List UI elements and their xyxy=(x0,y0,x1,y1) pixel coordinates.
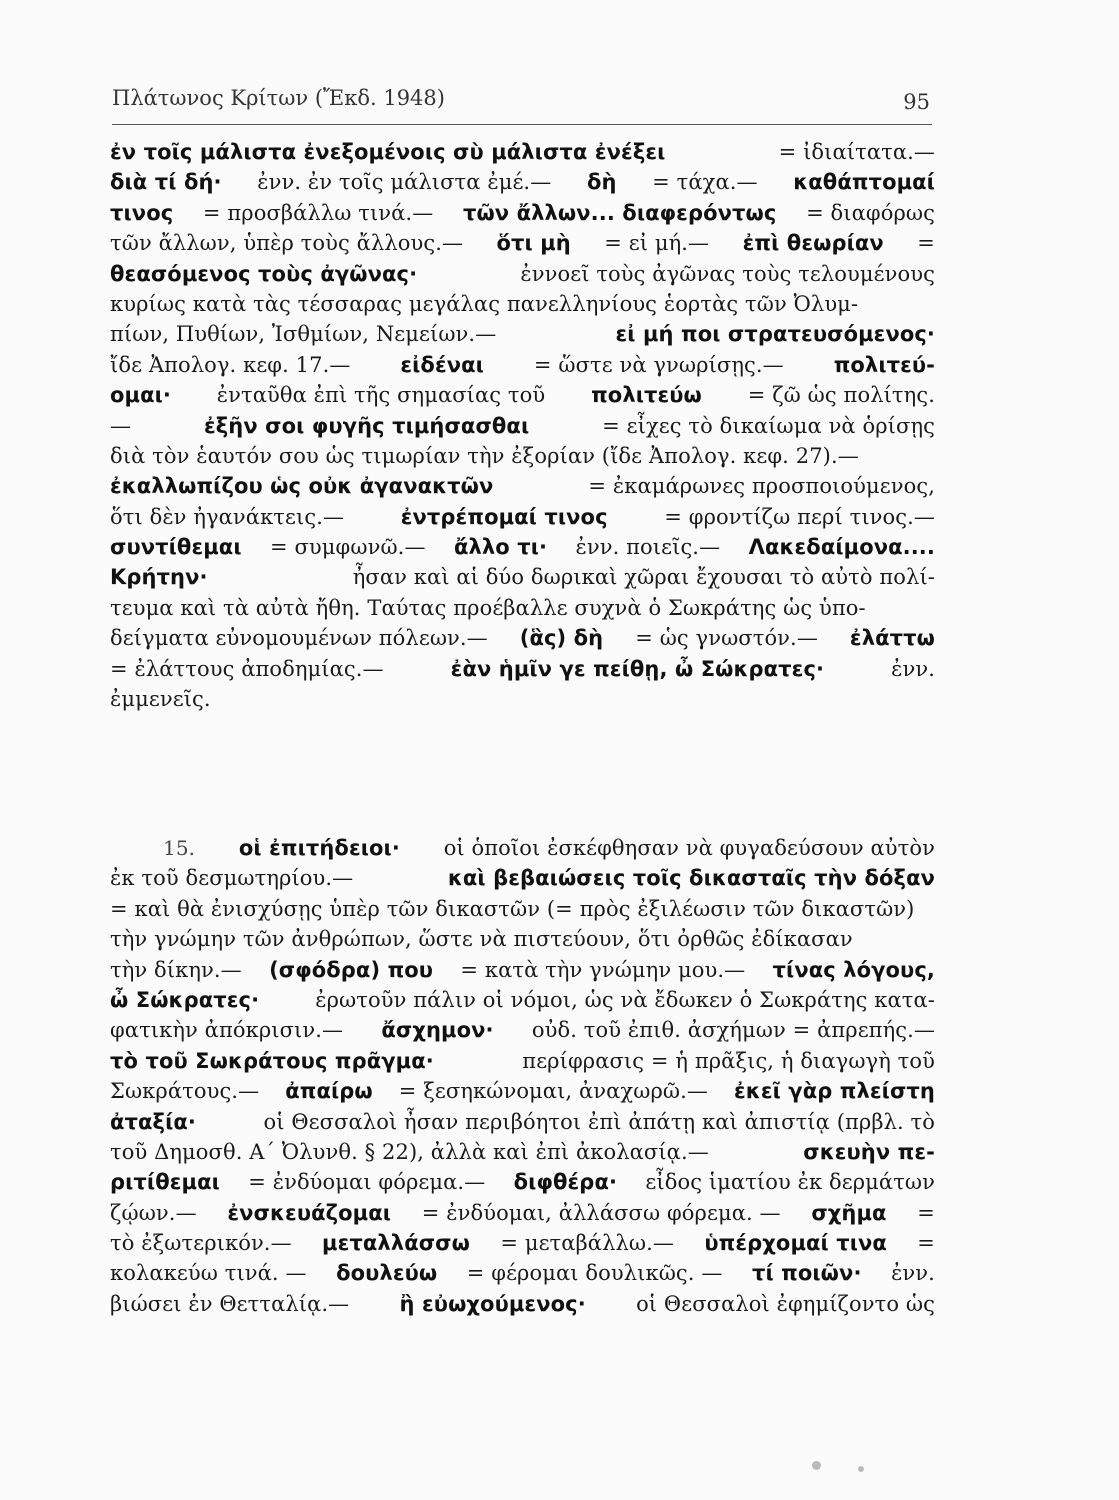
gloss: = καὶ θὰ ἐνισχύσῃς ὑπὲρ τῶν δικαστῶν (= πρὸς ἐξιλέωσιν τῶν δικαστῶν) xyxy=(110,896,915,921)
gloss: = εἶχες τὸ δικαίωμα νὰ ὁρίσῃς xyxy=(602,413,935,438)
lemma: τὸ τοῦ Σωκράτους πρᾶγμα· xyxy=(110,1048,434,1073)
text-line xyxy=(110,1292,935,1322)
text-line xyxy=(110,1231,935,1261)
lemma: ἐντρέπομαί τινος xyxy=(400,504,608,529)
gloss: = ἐνδύομαι, ἀλλάσσω φόρεμα. — xyxy=(421,1200,781,1225)
gloss: = ὥστε νὰ γνωρίσῃς.— xyxy=(533,352,784,377)
gloss: ἐκ τοῦ δεσμωτηρίου.— xyxy=(110,866,354,891)
gloss: τὴν δίκην.— xyxy=(110,957,242,982)
notes-section-15 xyxy=(110,836,935,1322)
text-line xyxy=(110,140,935,170)
lemma: τίνας λόγους, xyxy=(772,957,935,982)
gloss: ἐρωτοῦν πάλιν οἱ νόμοι, ὡς νὰ ἔδωκεν ὁ Σωκράτης κατα- xyxy=(315,987,935,1012)
gloss: ἐννοεῖ τοὺς ἀγῶνας τοὺς τελουμένους xyxy=(520,261,935,286)
lemma: ὦ Σώκρατες· xyxy=(110,987,260,1012)
text-line xyxy=(110,474,935,504)
lemma: ἐὰν ἡμῖν γε πείθῃ, ὦ Σώκρατες· xyxy=(450,656,825,681)
gloss: — xyxy=(110,413,132,438)
lemma: θεασόμενος τοὺς ἀγῶνας· xyxy=(110,261,418,286)
gloss: ἦσαν καὶ αἱ δύο δωρικαὶ χῶραι ἔχουσαι τὸ αὐτὸ πολί- xyxy=(352,565,935,590)
lemma: ομαι· xyxy=(110,383,171,408)
lemma: διὰ τί δή· xyxy=(110,170,222,195)
lemma: Λακεδαίμονα.... xyxy=(748,535,935,560)
text-line xyxy=(110,535,935,565)
text-line xyxy=(110,897,935,927)
gloss: τῶν ἄλλων, ὑπὲρ τοὺς ἄλλους.— xyxy=(110,231,464,256)
text-line xyxy=(110,836,935,866)
text-line xyxy=(110,1140,935,1170)
gloss: ἐνν. ποιεῖς.— xyxy=(575,535,721,560)
lemma: δουλεύω xyxy=(336,1261,438,1286)
gloss: ἐνταῦθα ἐπὶ τῆς σημασίας τοῦ xyxy=(216,383,546,408)
lemma: ἐνσκευάζομαι xyxy=(227,1200,392,1225)
text-line xyxy=(110,414,935,444)
text-line xyxy=(110,322,935,352)
lemma: σχῆμα xyxy=(811,1200,887,1225)
gloss: = μεταβάλλω.— xyxy=(500,1231,674,1256)
text-line xyxy=(110,565,935,595)
gloss: Σωκράτους.— xyxy=(110,1079,260,1104)
gloss: = ἰδιαίτατα.— xyxy=(778,140,935,164)
gloss: ἴδε Ἀπολογ. κεφ. 17.— xyxy=(110,352,351,377)
text-line xyxy=(110,201,935,231)
text-line xyxy=(110,626,935,656)
gloss: οἱ ὁποῖοι ἐσκέφθησαν νὰ φυγαδεύσουν αὐτὸν xyxy=(443,836,935,860)
gloss: φατικὴν ἀπόκρισιν.— xyxy=(110,1018,344,1043)
gloss: πίων, Πυθίων, Ἰσθμίων, Νεμείων.— xyxy=(110,322,497,347)
text-line xyxy=(110,1261,935,1291)
gloss: = ἐλάττους ἀποδημίας.— xyxy=(110,656,384,681)
lemma: ὑπέρχομαί τινα xyxy=(704,1231,887,1256)
text-line xyxy=(110,657,935,687)
text-line xyxy=(110,505,935,535)
lemma: (ἃς) δὴ xyxy=(519,626,604,651)
gloss: = κατὰ τὴν γνώμην μου.— xyxy=(460,957,746,982)
gloss: τευμα καὶ τὰ αὐτὰ ἤθη. Ταύτας προέβαλλε συχνὰ ὁ Σωκράτης ὡς ὑπο- xyxy=(110,595,866,620)
lemma: μεταλλάσσω xyxy=(322,1231,470,1256)
gloss: περίφρασις = ἡ πρᾶξις, ἡ διαγωγὴ τοῦ xyxy=(522,1048,935,1073)
gloss: = συμφωνῶ.— xyxy=(270,535,426,560)
gloss: κυρίως κατὰ τὰς τέσσαρας μεγάλας πανελληνίους ἑορτὰς τῶν Ὀλυμ- xyxy=(110,291,859,316)
gloss: βιώσει ἐν Θετταλίᾳ.— xyxy=(110,1291,350,1316)
lemma: σκευὴν πε- xyxy=(803,1139,935,1164)
paper-speck xyxy=(812,1461,821,1470)
paper-speck xyxy=(858,1466,864,1472)
gloss: = προσβάλλω τινά.— xyxy=(202,200,434,225)
gloss: τὸ ἐξωτερικόν.— xyxy=(110,1231,292,1256)
gloss: = ξεσηκώνομαι, ἀναχωρῶ.— xyxy=(398,1079,708,1104)
text-line xyxy=(110,1018,935,1048)
gloss: = ζῶ ὡς πολίτης. xyxy=(747,383,935,408)
lemma: πολιτεύω xyxy=(591,383,702,408)
gloss: = xyxy=(917,1200,935,1225)
lemma: συντίθεμαι xyxy=(110,535,242,560)
running-title: Πλάτωνος Κρίτων (Ἔκδ. 1948) xyxy=(112,86,445,110)
text-line xyxy=(110,353,935,383)
text-line xyxy=(110,958,935,988)
gloss: = ἐνδύομαι φόρεμα.— xyxy=(248,1170,486,1195)
gloss: τοῦ Δημοσθ. Α΄ Ὀλυνθ. § 22), ἀλλὰ καὶ ἐπὶ ἀκολασίᾳ.— xyxy=(110,1139,709,1164)
lemma: τῶν ἄλλων... διαφερόντως xyxy=(462,200,777,225)
text-line xyxy=(110,383,935,413)
lemma: ἀταξία· xyxy=(110,1109,196,1134)
gloss: δείγματα εὐνομουμένων πόλεων.— xyxy=(110,626,488,651)
lemma: ἀπαίρω xyxy=(285,1079,373,1104)
gloss: = διαφόρως xyxy=(806,200,935,225)
gloss: = xyxy=(917,231,935,256)
text-line xyxy=(110,444,935,474)
gloss: ἐνν. xyxy=(891,656,935,681)
lemma: εἰ μή ποι στρατευσόμενος· xyxy=(615,322,935,347)
header-rule xyxy=(112,124,932,125)
gloss: = εἰ μή.— xyxy=(604,231,710,256)
lemma: διφθέρα· xyxy=(513,1170,618,1195)
gloss: οὐδ. τοῦ ἐπιθ. ἀσχήμων = ἀπρεπής.— xyxy=(531,1018,935,1043)
gloss: = ὡς γνωστόν.— xyxy=(635,626,818,651)
lemma: πολιτεύ- xyxy=(833,352,935,377)
gloss: = ἐκαμάρωνες προσποιούμενος, xyxy=(588,474,935,499)
text-line xyxy=(110,1201,935,1231)
text-line xyxy=(110,866,935,896)
lemma: οἱ ἐπιτήδειοι· xyxy=(238,836,400,860)
text-line xyxy=(110,988,935,1018)
text-line xyxy=(110,1049,935,1079)
lemma: ἐξῆν σοι φυγῆς τιμήσασθαι xyxy=(204,413,530,438)
gloss: ἐνν. xyxy=(891,1261,935,1286)
text-line xyxy=(110,1110,935,1140)
lemma: ἢ εὐωχούμενος· xyxy=(399,1291,586,1316)
gloss: ὅτι δὲν ἠγανάκτεις.— xyxy=(110,504,345,529)
gloss: ζῴων.— xyxy=(110,1200,197,1225)
lemma: ἐλάττω xyxy=(849,626,935,651)
text-line xyxy=(110,170,935,200)
gloss: = φέρομαι δουλικῶς. — xyxy=(466,1261,723,1286)
gloss: εἶδος ἱματίου ἐκ δερμάτων xyxy=(645,1170,935,1195)
lemma: ἐπὶ θεωρίαν xyxy=(742,231,884,256)
text-line xyxy=(110,262,935,292)
lemma: Κρήτην· xyxy=(110,565,208,590)
gloss: κολακεύω τινά. — xyxy=(110,1261,307,1286)
lemma: ἐν τοῖς μάλιστα ἐνεξομένοις σὺ μάλιστα ἐνέξει xyxy=(110,140,666,164)
text-line xyxy=(110,687,935,717)
lemma: δὴ xyxy=(586,170,617,195)
gloss: = τάχα.— xyxy=(652,170,758,195)
lemma: ἄλλο τι· xyxy=(453,535,548,560)
lemma: ἐκαλλωπίζου ὡς οὐκ ἀγανακτῶν xyxy=(110,474,494,499)
section-number: 15. xyxy=(163,836,196,860)
lemma: ἄσχημον· xyxy=(381,1018,494,1043)
gloss: ἐμμενεῖς. xyxy=(110,687,211,712)
notes-section-14 xyxy=(110,140,935,717)
gloss: ἐνν. ἐν τοῖς μάλιστα ἐμέ.— xyxy=(257,170,552,195)
gloss: διὰ τὸν ἑαυτόν σου ὡς τιμωρίαν τὴν ἐξορίαν (ἴδε Ἀπολογ. κεφ. 27).— xyxy=(110,443,859,468)
text-line xyxy=(110,1079,935,1109)
gloss: = xyxy=(917,1231,935,1256)
lemma: (σφόδρα) που xyxy=(269,957,434,982)
lemma: ριτίθεμαι xyxy=(110,1170,220,1195)
lemma: καθάπτομαί xyxy=(793,170,935,195)
gloss: = φροντίζω περί τινος.— xyxy=(664,504,935,529)
lemma: ὅτι μὴ xyxy=(496,231,571,256)
lemma: καὶ βεβαιώσεις τοῖς δικασταῖς τὴν δόξαν xyxy=(447,866,935,891)
lemma: τινος xyxy=(110,200,174,225)
gloss: οἱ Θεσσαλοὶ ἦσαν περιβόητοι ἐπὶ ἀπάτῃ καὶ ἀπιστίᾳ (πρβλ. τὸ xyxy=(263,1109,935,1134)
text-line xyxy=(110,1170,935,1200)
text-line xyxy=(110,596,935,626)
text-line xyxy=(110,927,935,957)
lemma: τί ποιῶν· xyxy=(751,1261,862,1286)
text-line xyxy=(110,292,935,322)
lemma: ἐκεῖ γὰρ πλείστη xyxy=(734,1079,935,1104)
gloss: οἱ Θεσσαλοὶ ἐφημίζοντο ὡς xyxy=(636,1291,935,1316)
gloss: τὴν γνώμην τῶν ἀνθρώπων, ὥστε νὰ πιστεύουν, ὅτι ὀρθῶς ἐδίκασαν xyxy=(110,927,853,952)
text-line xyxy=(110,231,935,261)
page-number: 95 xyxy=(903,90,930,114)
lemma: εἰδέναι xyxy=(400,352,484,377)
